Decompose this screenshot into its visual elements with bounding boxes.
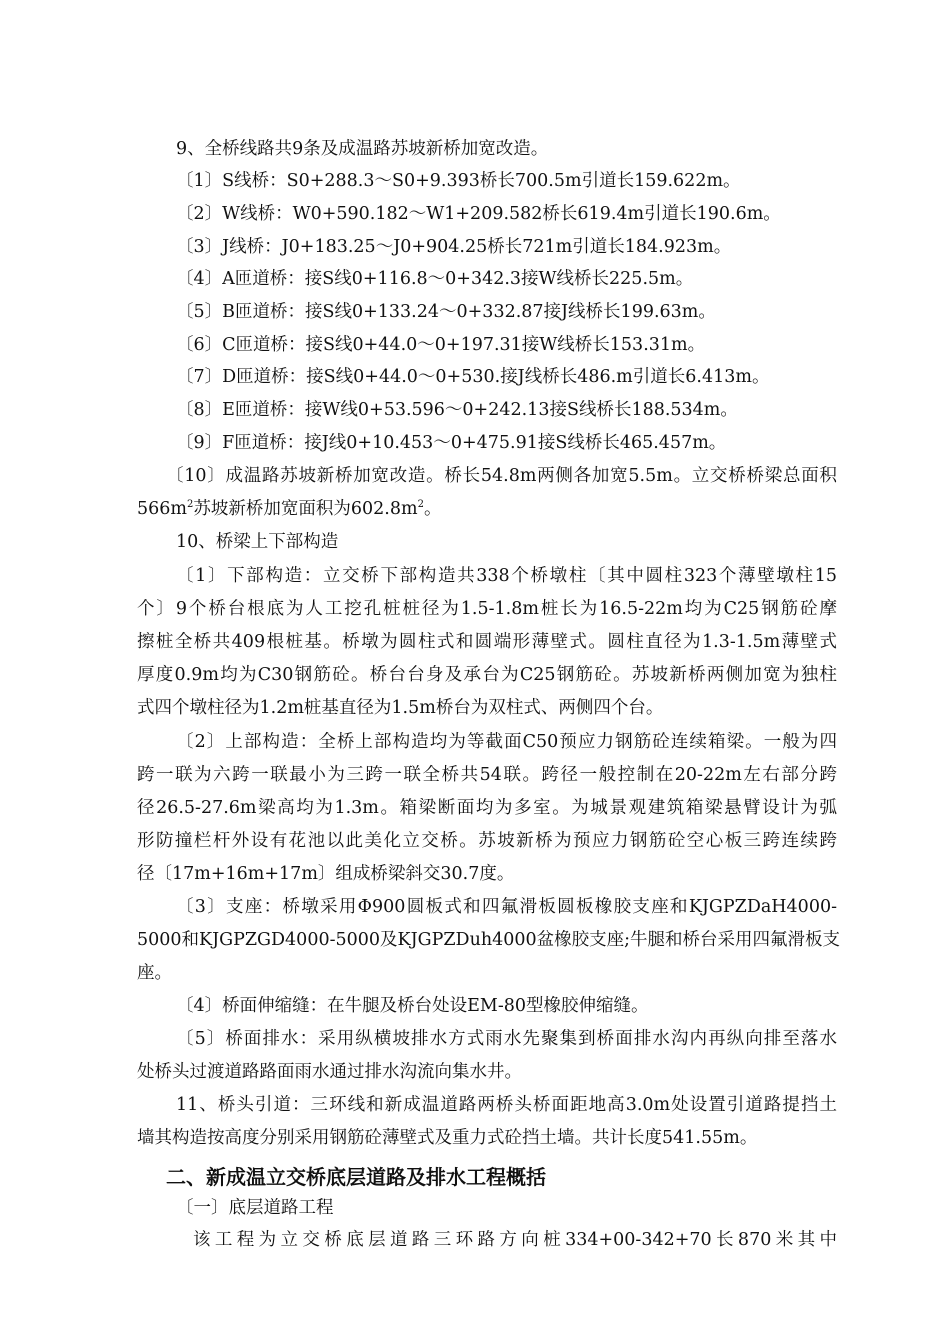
bearing-line-2: 5000和KJGPZGD4000-5000及KJGPZDuh4000盆橡胶支座;牛腿和桥台采用四氟滑板支 — [137, 930, 841, 950]
area-unit-superscript: 2 — [187, 499, 194, 510]
drainage-line-1: 〔5〕桥面排水：采用纵横坡排水方式雨水先聚集到桥面排水沟内再纵向排至落水 — [176, 1029, 837, 1049]
substructure-line-1: 〔1〕下部构造：立交桥下部构造共338个桥墩柱〔其中圆柱323个薄壁墩柱15 — [176, 566, 837, 586]
section-2-heading: 二、新成温立交桥底层道路及排水工程概括 — [166, 1165, 546, 1189]
drainage-line-2: 处桥头过渡道路路面雨水通过排水沟流向集水井。 — [137, 1062, 522, 1082]
period: 。 — [423, 499, 442, 519]
bridge-item-5: 〔5〕B匝道桥：接S线0+133.24～0+332.87接J线桥长199.63m。 — [176, 302, 716, 322]
bridge-item-7: 〔7〕D匝道桥：接S线0+44.0～0+530.接J线桥长486.m引道长6.413m。 — [176, 367, 770, 387]
bearing-line-1: 〔3〕支座：桥墩采用Φ900圆板式和四氟滑板圆板橡胶支座和KJGPZDaH4000- — [176, 897, 837, 917]
bridge-item-1: 〔1〕S线桥：S0+288.3～S0+9.393桥长700.5m引道长159.622m。 — [176, 171, 741, 191]
superstructure-line-4: 形防撞栏杆外设有花池以此美化立交桥。苏坡新桥为预应力钢筋砼空心板三跨连续跨 — [137, 831, 837, 851]
superstructure-line-3: 径26.5-27.6m梁高均为1.3m。箱梁断面均为多室。为城景观建筑箱梁悬臂设计为弧 — [137, 798, 837, 818]
expansion-joint-line: 〔4〕桥面伸缩缝：在牛腿及桥台处设EM-80型橡胶伸缩缝。 — [176, 996, 649, 1016]
bridge-item-10-line1: 〔10〕成温路苏坡新桥加宽改造。桥长54.8m两侧各加宽5.5m。立交桥桥梁总面积 — [166, 466, 837, 486]
bridge-item-10-line2 — [137, 498, 441, 520]
subsection-1-title: 〔一〕底层道路工程 — [176, 1198, 334, 1218]
total-area: 566m — [137, 499, 187, 519]
bridge-item-2: 〔2〕W线桥：W0+590.182～W1+209.582桥长619.4m引道长190.6m。 — [176, 204, 781, 224]
bridge-item-9: 〔9〕F匝道桥：接J线0+10.453～0+475.91接S线桥长465.457m。 — [176, 433, 727, 453]
widening-area: 苏坡新桥加宽面积为602.8m — [193, 499, 418, 519]
road-project-line: 该工程为立交桥底层道路三环路方向桩334+00-342+70长870米其中 — [193, 1230, 837, 1250]
bridge-item-6: 〔6〕C匝道桥：接S线0+44.0～0+197.31接W线桥长153.31m。 — [176, 335, 706, 355]
approach-line-1: 11、桥头引道：三环线和新成温道路两桥头桥面距地高3.0m处设置引道路提挡土 — [176, 1095, 837, 1115]
superstructure-line-2: 跨一联为六跨一联最小为三跨一联全桥共54联。跨径一般控制在20-22m左右部分跨 — [137, 765, 837, 785]
section-9-title: 9、全桥线路共9条及成温路苏坡新桥加宽改造。 — [176, 139, 549, 159]
area-unit-superscript: 2 — [417, 499, 424, 510]
bearing-line-3: 座。 — [137, 963, 172, 983]
substructure-line-5: 式四个墩柱径为1.2m桩基直径为1.5m桥台为双柱式、两侧四个台。 — [137, 698, 664, 718]
substructure-line-4: 厚度0.9m均为C30钢筋砼。桥台台身及承台为C25钢筋砼。苏坡新桥两侧加宽为独柱 — [137, 665, 837, 685]
superstructure-line-5: 径〔17m+16m+17m〕组成桥梁斜交30.7度。 — [137, 864, 515, 884]
approach-line-2: 墙其构造按高度分别采用钢筋砼薄壁式及重力式砼挡土墙。共计长度541.55m。 — [137, 1128, 758, 1148]
superstructure-line-1: 〔2〕上部构造：全桥上部构造均为等截面C50预应力钢筋砼连续箱梁。一般为四 — [176, 732, 837, 752]
substructure-line-3: 擦桩全桥共409根桩基。桥墩为圆柱式和圆端形薄壁式。圆柱直径为1.3-1.5m薄壁式 — [137, 632, 837, 652]
substructure-line-2: 个〕9个桥台根底为人工挖孔桩桩径为1.5-1.8m桩长为16.5-22m均为C25钢筋砼摩 — [137, 599, 837, 619]
bridge-item-8: 〔8〕E匝道桥：接W线0+53.596～0+242.13接S线桥长188.534m。 — [176, 400, 738, 420]
bridge-item-3: 〔3〕J线桥：J0+183.25～J0+904.25桥长721m引道长184.923m。 — [176, 237, 732, 257]
bridge-item-4: 〔4〕A匝道桥：接S线0+116.8～0+342.3接W线桥长225.5m。 — [176, 269, 694, 289]
section-10-title: 10、桥梁上下部构造 — [176, 532, 339, 552]
